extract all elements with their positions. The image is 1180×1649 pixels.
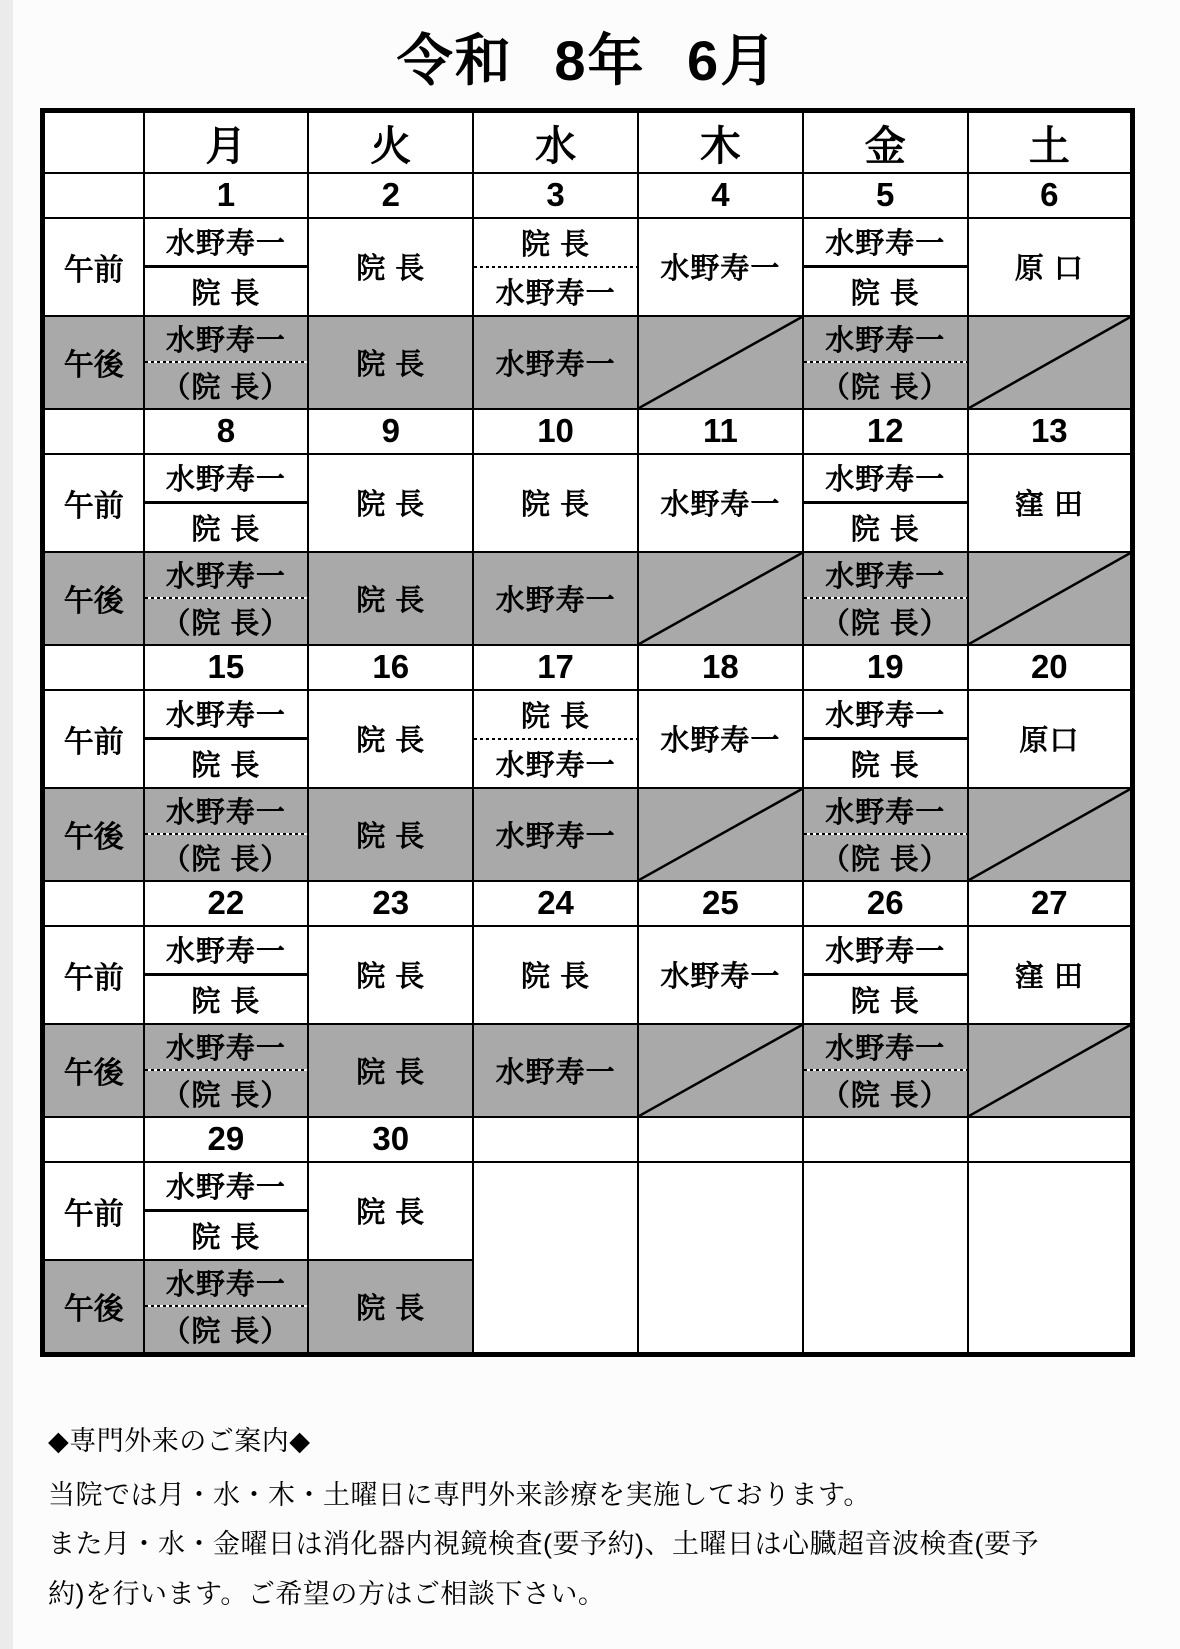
date-cell: 26 — [803, 881, 968, 926]
doctor-name: 水野寿一 — [165, 561, 286, 594]
date-cell: 20 — [968, 645, 1133, 690]
schedule-cell-stack — [804, 1025, 967, 1116]
doctor-name: 水野寿一 — [660, 489, 781, 522]
date-cell: 3 — [473, 173, 638, 218]
date-row — [43, 409, 1133, 454]
schedule-cell — [144, 690, 309, 788]
doctor-name: 窪 田 — [1014, 489, 1084, 522]
morning-label: 午前 — [43, 1162, 144, 1260]
afternoon-row — [43, 552, 1133, 645]
schedule-cell — [473, 788, 638, 881]
schedule-cell — [638, 1024, 803, 1117]
doctor-name: 水野寿一 — [165, 1172, 286, 1205]
schedule-cell — [144, 1260, 309, 1355]
doctor-name: 水野寿一 — [495, 348, 616, 381]
schedule-cell — [638, 552, 803, 645]
doctor-name: 水野寿一 — [825, 228, 946, 261]
schedule-cell — [803, 552, 968, 645]
empty-cell — [473, 1162, 638, 1355]
date-row — [43, 881, 1133, 926]
schedule-cell-stack — [145, 691, 308, 787]
weekday-header-sat: 土 — [968, 110, 1133, 173]
afternoon-label: 午後 — [43, 316, 144, 409]
schedule-cell — [473, 316, 638, 409]
schedule-cell-stack — [804, 219, 967, 315]
schedule-table — [40, 108, 1135, 1357]
schedule-cell — [803, 316, 968, 409]
doctor-name: 院 長 — [356, 725, 426, 758]
schedule-cell — [803, 454, 968, 552]
schedule-cell — [638, 926, 803, 1024]
schedule-cell — [308, 1024, 473, 1117]
doctor-name: 水野寿一 — [165, 936, 286, 969]
doctor-name: 院 長 — [191, 985, 261, 1018]
schedule-cell — [144, 454, 309, 552]
date-cell: 2 — [308, 173, 473, 218]
date-cell: 5 — [803, 173, 968, 218]
weekday-header-wed: 水 — [473, 110, 638, 173]
diagonal-line — [639, 553, 802, 644]
morning-row — [43, 454, 1133, 552]
doctor-name: 院 長 — [356, 1056, 426, 1089]
weekday-header-row — [43, 110, 1133, 173]
doctor-name: 原 口 — [1014, 253, 1084, 286]
date-cell: 22 — [144, 881, 309, 926]
schedule-cell — [803, 690, 968, 788]
diagonal-line — [639, 317, 802, 408]
schedule-cell — [144, 316, 309, 409]
schedule-cell-stack — [804, 553, 967, 644]
doctor-name: 水野寿一 — [825, 464, 946, 497]
date-cell: 29 — [144, 1117, 309, 1162]
diagonal-line — [639, 1025, 802, 1116]
schedule-cell — [638, 690, 803, 788]
doctor-name: 水野寿一 — [165, 797, 286, 830]
doctor-name: 水野寿一 — [825, 1033, 946, 1066]
date-cell: 10 — [473, 409, 638, 454]
date-cell: 19 — [803, 645, 968, 690]
notes-heading: ◆専門外来のご案内◆ — [48, 1425, 311, 1456]
doctor-name: 院 長 — [191, 277, 261, 310]
schedule-cell-stack — [804, 691, 967, 787]
schedule-cell — [803, 788, 968, 881]
date-cell: 4 — [638, 173, 803, 218]
schedule-cell — [144, 552, 309, 645]
weekday-header-mon: 月 — [144, 110, 309, 173]
date-cell: 17 — [473, 645, 638, 690]
doctor-name: 院 長 — [521, 700, 591, 733]
doctor-name: 水野寿一 — [495, 749, 616, 782]
schedule-cell-stack — [145, 789, 308, 880]
schedule-cell — [473, 552, 638, 645]
doctor-name: 院 長 — [521, 961, 591, 994]
date-cell: 11 — [638, 409, 803, 454]
schedule-cell — [144, 1162, 309, 1260]
date-cell: 15 — [144, 645, 309, 690]
doctor-name: 院 長 — [191, 1221, 261, 1254]
afternoon-label: 午後 — [43, 1024, 144, 1117]
schedule-cell-stack — [804, 789, 967, 880]
empty-cell — [638, 1162, 803, 1355]
schedule-cell — [308, 690, 473, 788]
date-cell — [638, 1117, 803, 1162]
schedule-cell-stack — [145, 219, 308, 315]
notes-line-2: また月・水・金曜日は消化器内視鏡検査(要予約)、土曜日は心臓超音波検査(要予約)を行います。ご希望の方はご相談下さい。 — [48, 1529, 1039, 1610]
doctor-name: 水野寿一 — [165, 325, 286, 358]
morning-row — [43, 690, 1133, 788]
schedule-cell-stack — [145, 1163, 308, 1259]
date-row-corner — [43, 881, 144, 926]
date-cell — [968, 1117, 1133, 1162]
schedule-cell — [803, 218, 968, 316]
doctor-name: 水野寿一 — [495, 1056, 616, 1089]
schedule-cell — [968, 788, 1133, 881]
morning-row — [43, 1162, 1133, 1260]
morning-label: 午前 — [43, 690, 144, 788]
doctor-name: 院 長 — [356, 1197, 426, 1230]
schedule-cell-stack — [145, 553, 308, 644]
schedule-cell — [144, 788, 309, 881]
date-cell: 13 — [968, 409, 1133, 454]
morning-label: 午前 — [43, 454, 144, 552]
date-cell: 23 — [308, 881, 473, 926]
weekday-header-thu: 木 — [638, 110, 803, 173]
schedule-cell-stack — [804, 927, 967, 1023]
schedule-cell-stack — [145, 927, 308, 1023]
doctor-name: （院 長） — [161, 607, 291, 640]
doctor-name: 院 長 — [356, 489, 426, 522]
page-title: 令和 8年 6月 — [396, 29, 779, 92]
weekday-header-fri: 金 — [803, 110, 968, 173]
date-cell: 6 — [968, 173, 1133, 218]
doctor-name: （院 長） — [161, 1315, 291, 1348]
doctor-name: （院 長） — [161, 371, 291, 404]
doctor-name: 窪 田 — [1014, 961, 1084, 994]
schedule-cell — [473, 926, 638, 1024]
doctor-name: 院 長 — [356, 1292, 426, 1325]
doctor-name: 水野寿一 — [495, 584, 616, 617]
doctor-name: 水野寿一 — [660, 961, 781, 994]
doctor-name: 院 長 — [191, 513, 261, 546]
schedule-cell — [308, 552, 473, 645]
schedule-cell — [473, 690, 638, 788]
doctor-name: 原口 — [1019, 725, 1080, 758]
schedule-cell — [308, 1162, 473, 1260]
doctor-name: 院 長 — [356, 584, 426, 617]
date-cell: 25 — [638, 881, 803, 926]
schedule-cell — [803, 1024, 968, 1117]
doctor-name: 院 長 — [850, 985, 920, 1018]
doctor-name: （院 長） — [820, 371, 950, 404]
date-cell: 16 — [308, 645, 473, 690]
doctor-name: 水野寿一 — [825, 700, 946, 733]
diagonal-line — [639, 789, 802, 880]
schedule-cell — [638, 788, 803, 881]
doctor-name: （院 長） — [161, 843, 291, 876]
morning-label: 午前 — [43, 926, 144, 1024]
empty-cell — [803, 1162, 968, 1355]
schedule-cell — [968, 690, 1133, 788]
schedule-cell — [144, 218, 309, 316]
schedule-cell — [308, 218, 473, 316]
doctor-name: 水野寿一 — [825, 325, 946, 358]
schedule-cell — [968, 552, 1133, 645]
weekday-header-tue: 火 — [308, 110, 473, 173]
afternoon-row — [43, 788, 1133, 881]
morning-row — [43, 926, 1133, 1024]
schedule-cell-stack — [474, 691, 637, 787]
doctor-name: 院 長 — [850, 749, 920, 782]
schedule-cell-stack — [145, 1025, 308, 1116]
schedule-cell-stack — [804, 317, 967, 408]
schedule-cell — [638, 454, 803, 552]
schedule-cell — [968, 1024, 1133, 1117]
schedule-cell — [144, 1024, 309, 1117]
schedule-cell — [968, 218, 1133, 316]
date-row-corner — [43, 173, 144, 218]
schedule-cell — [473, 454, 638, 552]
schedule-cell — [308, 316, 473, 409]
doctor-name: （院 長） — [161, 1079, 291, 1112]
doctor-name: （院 長） — [820, 843, 950, 876]
date-row — [43, 1117, 1133, 1162]
schedule-cell-stack — [145, 317, 308, 408]
date-cell: 30 — [308, 1117, 473, 1162]
schedule-cell-stack — [474, 219, 637, 315]
schedule-cell — [308, 788, 473, 881]
doctor-name: 水野寿一 — [495, 820, 616, 853]
schedule-cell — [968, 316, 1133, 409]
date-cell: 9 — [308, 409, 473, 454]
doctor-name: 水野寿一 — [165, 1269, 286, 1302]
date-row — [43, 645, 1133, 690]
doctor-name: 院 長 — [850, 513, 920, 546]
schedule-cell-stack — [145, 455, 308, 551]
schedule-cell — [473, 218, 638, 316]
date-row-corner — [43, 1117, 144, 1162]
schedule-cell — [968, 454, 1133, 552]
doctor-name: 水野寿一 — [825, 936, 946, 969]
doctor-name: 水野寿一 — [165, 228, 286, 261]
date-row-corner — [43, 645, 144, 690]
date-cell: 27 — [968, 881, 1133, 926]
doctor-name: 水野寿一 — [825, 797, 946, 830]
diagonal-line — [969, 1025, 1130, 1116]
date-cell — [803, 1117, 968, 1162]
doctor-name: 院 長 — [850, 277, 920, 310]
doctor-name: （院 長） — [820, 1079, 950, 1112]
schedule-cell — [638, 218, 803, 316]
afternoon-label: 午後 — [43, 1260, 144, 1355]
diagonal-line — [969, 553, 1130, 644]
doctor-name: 水野寿一 — [165, 464, 286, 497]
schedule-cell — [968, 926, 1133, 1024]
date-row-corner — [43, 409, 144, 454]
schedule-cell — [803, 926, 968, 1024]
schedule-cell — [144, 926, 309, 1024]
afternoon-row — [43, 316, 1133, 409]
afternoon-label: 午後 — [43, 552, 144, 645]
date-cell: 1 — [144, 173, 309, 218]
diagonal-line — [969, 789, 1130, 880]
doctor-name: 院 長 — [356, 961, 426, 994]
date-row — [43, 173, 1133, 218]
doctor-name: 院 長 — [356, 253, 426, 286]
empty-cell — [968, 1162, 1133, 1355]
schedule-cell — [308, 454, 473, 552]
notes-section — [48, 1417, 1058, 1621]
doctor-name: 水野寿一 — [825, 561, 946, 594]
schedule-cell — [308, 1260, 473, 1355]
doctor-name: 院 長 — [356, 820, 426, 853]
doctor-name: 院 長 — [356, 348, 426, 381]
schedule-cell — [638, 316, 803, 409]
afternoon-label: 午後 — [43, 788, 144, 881]
doctor-name: 院 長 — [521, 489, 591, 522]
morning-row — [43, 218, 1133, 316]
date-cell: 8 — [144, 409, 309, 454]
date-cell: 12 — [803, 409, 968, 454]
doctor-name: 水野寿一 — [165, 700, 286, 733]
diagonal-line — [969, 317, 1130, 408]
doctor-name: （院 長） — [820, 607, 950, 640]
doctor-name: 水野寿一 — [495, 277, 616, 310]
doctor-name: 院 長 — [191, 749, 261, 782]
date-cell: 18 — [638, 645, 803, 690]
date-cell: 24 — [473, 881, 638, 926]
schedule-cell — [473, 1024, 638, 1117]
schedule-cell-stack — [145, 1261, 308, 1352]
afternoon-row — [43, 1024, 1133, 1117]
doctor-name: 院 長 — [521, 228, 591, 261]
doctor-name: 水野寿一 — [165, 1033, 286, 1066]
doctor-name: 水野寿一 — [660, 253, 781, 286]
morning-label: 午前 — [43, 218, 144, 316]
doctor-name: 水野寿一 — [660, 725, 781, 758]
notes-line-1: 当院では月・水・木・土曜日に専門外来診療を実施しております。 — [48, 1479, 871, 1510]
corner-cell — [43, 110, 144, 173]
date-cell — [473, 1117, 638, 1162]
schedule-cell-stack — [804, 455, 967, 551]
schedule-cell — [308, 926, 473, 1024]
